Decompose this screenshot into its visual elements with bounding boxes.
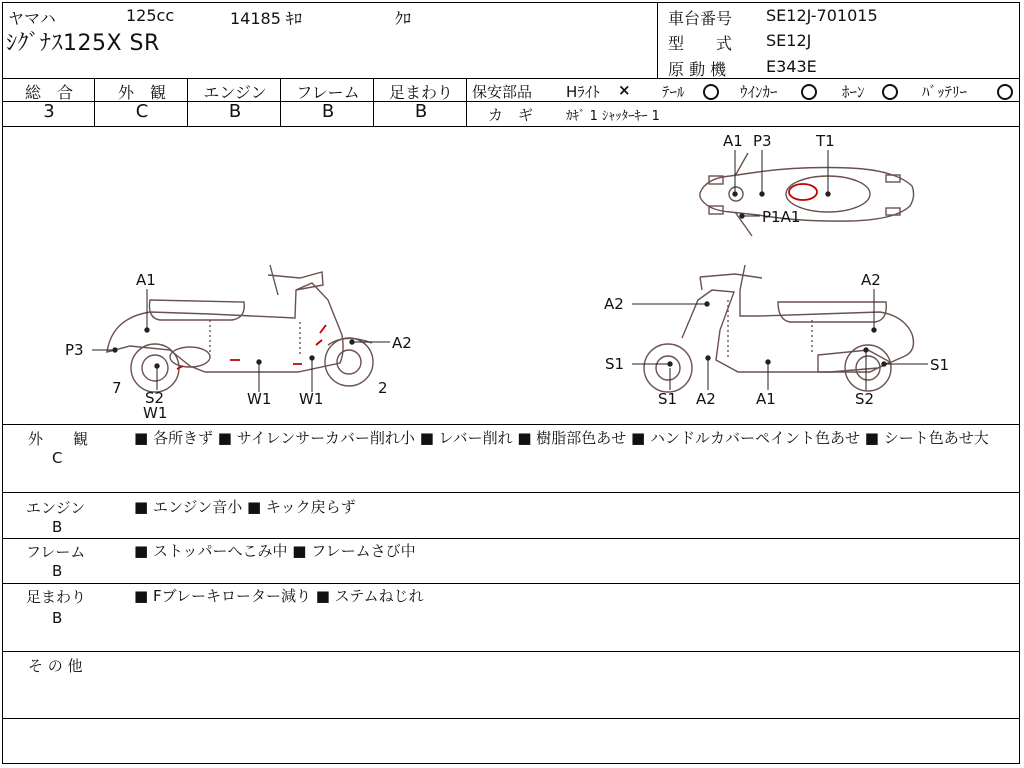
grade-exterior-value: C — [135, 101, 149, 122]
grade-row-split — [2, 101, 466, 102]
grade-exterior-label: 外 観 — [117, 83, 166, 102]
right-label-a1: A1 — [756, 390, 776, 408]
color: ｸﾛ — [395, 9, 412, 28]
section-divider — [2, 492, 1020, 493]
maker: ヤマハ — [8, 9, 56, 28]
section-suspension-grade: B — [52, 609, 63, 627]
header-bottom-line — [2, 78, 1020, 79]
safety-headlight: Hﾗｲﾄ — [566, 83, 600, 101]
headlight-mark-cross: × — [618, 81, 631, 99]
battery-ok-mark — [997, 84, 1013, 100]
grade-suspension-label: 足まわり — [388, 83, 453, 102]
grade-divider — [94, 78, 95, 126]
section-frame-notes: ■ ストッパーへこみ中 ■ フレームさび中 — [134, 542, 416, 560]
damage-marks — [177, 325, 326, 369]
key-value: ｶｷﾞ 1 ｼｬｯﾀｰｷｰ 1 — [566, 109, 660, 124]
right-label-s2: S2 — [855, 390, 875, 408]
section-frame-title: フレーム — [26, 543, 86, 561]
section-exterior-grade: C — [52, 449, 63, 467]
right-label-s1-c: S1 — [658, 390, 678, 408]
right-label-s1-a: S1 — [605, 355, 625, 373]
engine-label: 原 動 機 — [668, 60, 727, 79]
safety-horn: ﾎｰﾝ — [842, 83, 865, 101]
section-engine-grade: B — [52, 518, 63, 536]
left-label-w1-a: W1 — [143, 404, 168, 422]
top-label-a1: A1 — [723, 132, 743, 150]
section-exterior-notes: ■ 各所きず ■ サイレンサーカバー削れ小 ■ レバー削れ ■ 樹脂部色あせ ■ ハンドルカバーペイント色あせ ■ シート色あせ大 — [134, 429, 989, 447]
grade-total-value: 3 — [43, 101, 55, 122]
section-frame-grade: B — [52, 562, 63, 580]
section-other-title: そ の 他 — [28, 657, 83, 675]
right-label-a2-c: A2 — [696, 390, 716, 408]
section-divider — [2, 651, 1020, 652]
displacement: 125cc — [126, 6, 175, 25]
left-label-a1: A1 — [136, 271, 156, 289]
grade-divider — [466, 78, 467, 126]
winker-ok-mark — [801, 84, 817, 100]
grade-frame-label: フレーム — [296, 83, 360, 102]
engine-value: E343E — [766, 57, 817, 76]
grade-divider — [373, 78, 374, 126]
grade-engine-value: B — [228, 101, 242, 122]
scooter-damage-diagram — [0, 127, 1024, 423]
horn-ok-mark — [882, 84, 898, 100]
header-divider — [657, 2, 658, 78]
left-label-s2: S2 — [145, 389, 165, 407]
diagram-bottom-line — [2, 424, 1020, 425]
section-suspension-title: 足まわり — [26, 588, 87, 606]
section-divider — [2, 583, 1020, 584]
frame-no: SE12J-701015 — [766, 6, 878, 25]
section-engine-notes: ■ エンジン音小 ■ キック戻らず — [134, 498, 356, 516]
top-view-scooter — [700, 153, 914, 236]
safety-label: 保安部品 — [472, 83, 533, 101]
grade-total-label: 総 合 — [24, 83, 73, 102]
grade-frame-value: B — [321, 101, 335, 122]
safety-winker: ｳｲﾝｶｰ — [740, 83, 778, 101]
section-divider — [2, 538, 1020, 539]
right-label-a2-a: A2 — [604, 295, 624, 313]
key-label: カ ギ — [488, 106, 534, 124]
left-label-p3: P3 — [65, 341, 84, 359]
type-label: 型 式 — [668, 34, 733, 53]
grade-suspension-value: B — [414, 101, 428, 122]
section-divider — [2, 718, 1020, 719]
type-value: SE12J — [766, 31, 812, 50]
left-label-w1-b: W1 — [247, 390, 272, 408]
section-suspension-notes: ■ Fブレーキローター減り ■ ステムねじれ — [134, 587, 424, 605]
grade-divider — [280, 78, 281, 126]
grade-engine-label: エンジン — [203, 83, 267, 102]
right-label-a2-b: A2 — [861, 271, 881, 289]
safety-battery: ﾊﾞｯﾃﾘｰ — [922, 83, 968, 101]
mileage: 14185 ｷﾛ — [230, 9, 302, 28]
top-label-t1: T1 — [816, 132, 835, 150]
left-label-7: 7 — [112, 379, 122, 397]
safety-tail: ﾃｰﾙ — [662, 83, 685, 101]
left-label-2: 2 — [378, 379, 388, 397]
right-label-s1-b: S1 — [930, 356, 950, 374]
left-label-w1-c: W1 — [299, 390, 324, 408]
section-exterior-title: 外 観 — [28, 430, 89, 448]
tail-ok-mark — [703, 84, 719, 100]
left-label-a2: A2 — [392, 334, 412, 352]
top-label-p1a1: P1A1 — [762, 208, 801, 226]
top-label-p3: P3 — [753, 132, 772, 150]
frame-no-label: 車台番号 — [668, 9, 733, 28]
model-name: ｼｸﾞﾅｽ125X SR — [6, 31, 160, 56]
grade-divider — [187, 78, 188, 126]
section-engine-title: エンジン — [26, 499, 86, 517]
